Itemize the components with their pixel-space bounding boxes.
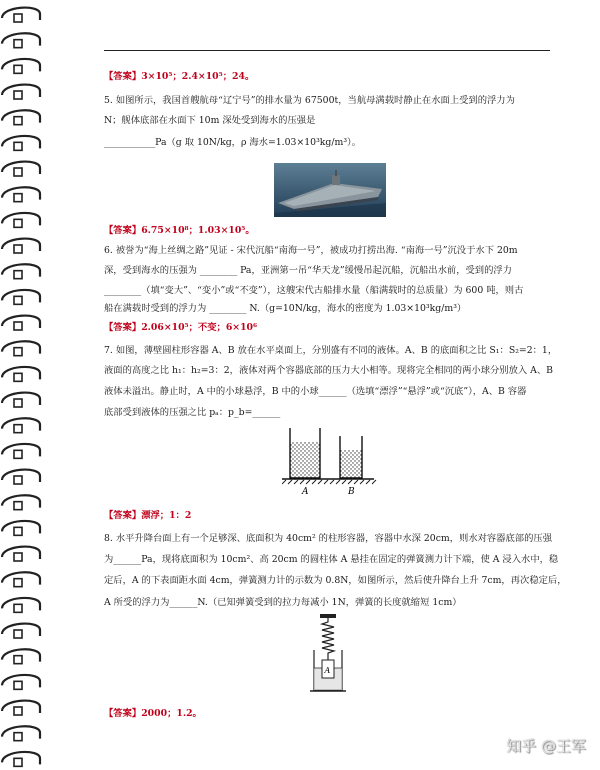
header-rule <box>104 50 550 51</box>
binder-ring <box>2 85 40 99</box>
binder-ring <box>2 316 40 330</box>
q6-line4: 船在满载时受到的浮力为 ________ N.（g=10N/kg，海水的密度为 1.03×10³kg/m³） <box>104 303 467 314</box>
spiral-binding <box>0 0 46 770</box>
binder-ring <box>2 110 40 124</box>
document-page <box>104 0 567 770</box>
binder-ring <box>2 675 40 689</box>
watermark: 知乎 @王军 <box>506 737 586 755</box>
binder-ring <box>2 572 40 586</box>
binder-ring <box>2 495 40 509</box>
q7-line3: 液体未溢出。静止时，A 中的小球悬浮，B 中的小球______（选填“漂浮”“悬浮”或“沉底”），A、B 容器 <box>104 386 527 397</box>
answer-q5: 【答案】6.75×10⁸；1.03×10⁵。 <box>104 225 255 236</box>
binder-ring <box>2 8 40 22</box>
binder-ring <box>2 418 40 432</box>
q5-line3: ___________Pa（g 取 10N/kg，ρ 海水=1.03×10³kg/m³）。 <box>104 137 362 148</box>
containers-figure <box>282 428 382 496</box>
q8-line3: 定后，A 的下表面距水面 4cm，弹簧测力计的示数为 0.8N，如图所示，然后使升降台上升 7cm，再次稳定后， <box>104 575 567 586</box>
answer-q7: 【答案】漂浮；1：2 <box>104 510 192 521</box>
q5-line1: 5. 如图所示，我国首艘航母“辽宁号”的排水量为 67500t，当航母满载时静止在水面上受到的浮力为 <box>104 95 515 106</box>
binder-ring <box>2 264 40 278</box>
binder-ring <box>2 367 40 381</box>
spring-scale-figure <box>308 614 352 694</box>
aircraft-carrier-photo <box>274 163 386 217</box>
q7-line2: 液面的高度之比 h₁：h₂=3：2，液体对两个容器底部的压力大小相等。现将完全相同的两小球分别放入 A、B <box>104 365 553 376</box>
binder-ring <box>2 624 40 638</box>
q8-line1: 8. 水平升降台面上有一个足够深、底面积为 40cm² 的柱形容器，容器中水深 20cm，则水对容器底部的压强 <box>104 533 552 544</box>
container-a-label: A <box>302 487 309 496</box>
answer-q4: 【答案】3×10⁵；2.4×10⁵；24。 <box>104 71 255 82</box>
binder-ring <box>2 547 40 561</box>
binder-ring <box>2 393 40 407</box>
binder-ring <box>2 726 40 740</box>
binder-ring <box>2 33 40 47</box>
binder-ring <box>2 598 40 612</box>
answer-q8: 【答案】2000；1.2。 <box>104 708 202 719</box>
q5-line2: N；舰体底部在水面下 10m 深处受到海水的压强是 <box>104 115 316 126</box>
binder-ring <box>2 701 40 715</box>
q7-line1: 7. 如图，薄壁圆柱形容器 A、B 放在水平桌面上，分别盛有不同的液体。A、B 的底面积之比 S₁：S₂=2：1， <box>104 345 558 356</box>
q8-line4: A 所受的浮力为______N.（已知弹簧受到的拉力每减小 1N，弹簧的长度就缩短 1cm） <box>104 597 462 608</box>
binder-ring <box>2 213 40 227</box>
binder-ring <box>2 341 40 355</box>
container-b-label: B <box>348 487 355 496</box>
binder-ring <box>2 187 40 201</box>
binder-ring <box>2 521 40 535</box>
binder-ring <box>2 444 40 458</box>
binder-ring <box>2 162 40 176</box>
binder-ring <box>2 290 40 304</box>
binder-ring <box>2 136 40 150</box>
q8-line2: 为______Pa，现将底面积为 10cm²、高 20cm 的圆柱体 A 悬挂在固定的弹簧测力计下端，使 A 浸入水中，稳 <box>104 554 559 565</box>
binder-ring <box>2 59 40 73</box>
q6-line1: 6. 被誉为“海上丝绸之路”见证 - 宋代沉船“南海一号”，被成功打捞出海. “南海一号”沉没于水下 20m <box>104 245 518 256</box>
binder-ring <box>2 470 40 484</box>
q6-line3: ________（填“变大”、“变小”或“不变”），这艘宋代古船排水量（船满载时的总质量）为 600 吨，则古 <box>104 285 524 296</box>
q6-line2: 深，受到海水的压强为 ________ Pa，亚洲第一吊“华天龙”缓慢吊起沉船，沉船出水前，受到的浮力 <box>104 265 512 276</box>
answer-q6: 【答案】2.06×10⁵；不变；6×10⁶ <box>104 322 258 333</box>
binder-ring <box>2 752 40 766</box>
q7-line4: 底部受到液体的压强之比 pₐ：p_b=______ <box>104 407 281 418</box>
cylinder-a-label: A <box>324 666 331 675</box>
binder-ring <box>2 239 40 253</box>
binder-ring <box>2 649 40 663</box>
